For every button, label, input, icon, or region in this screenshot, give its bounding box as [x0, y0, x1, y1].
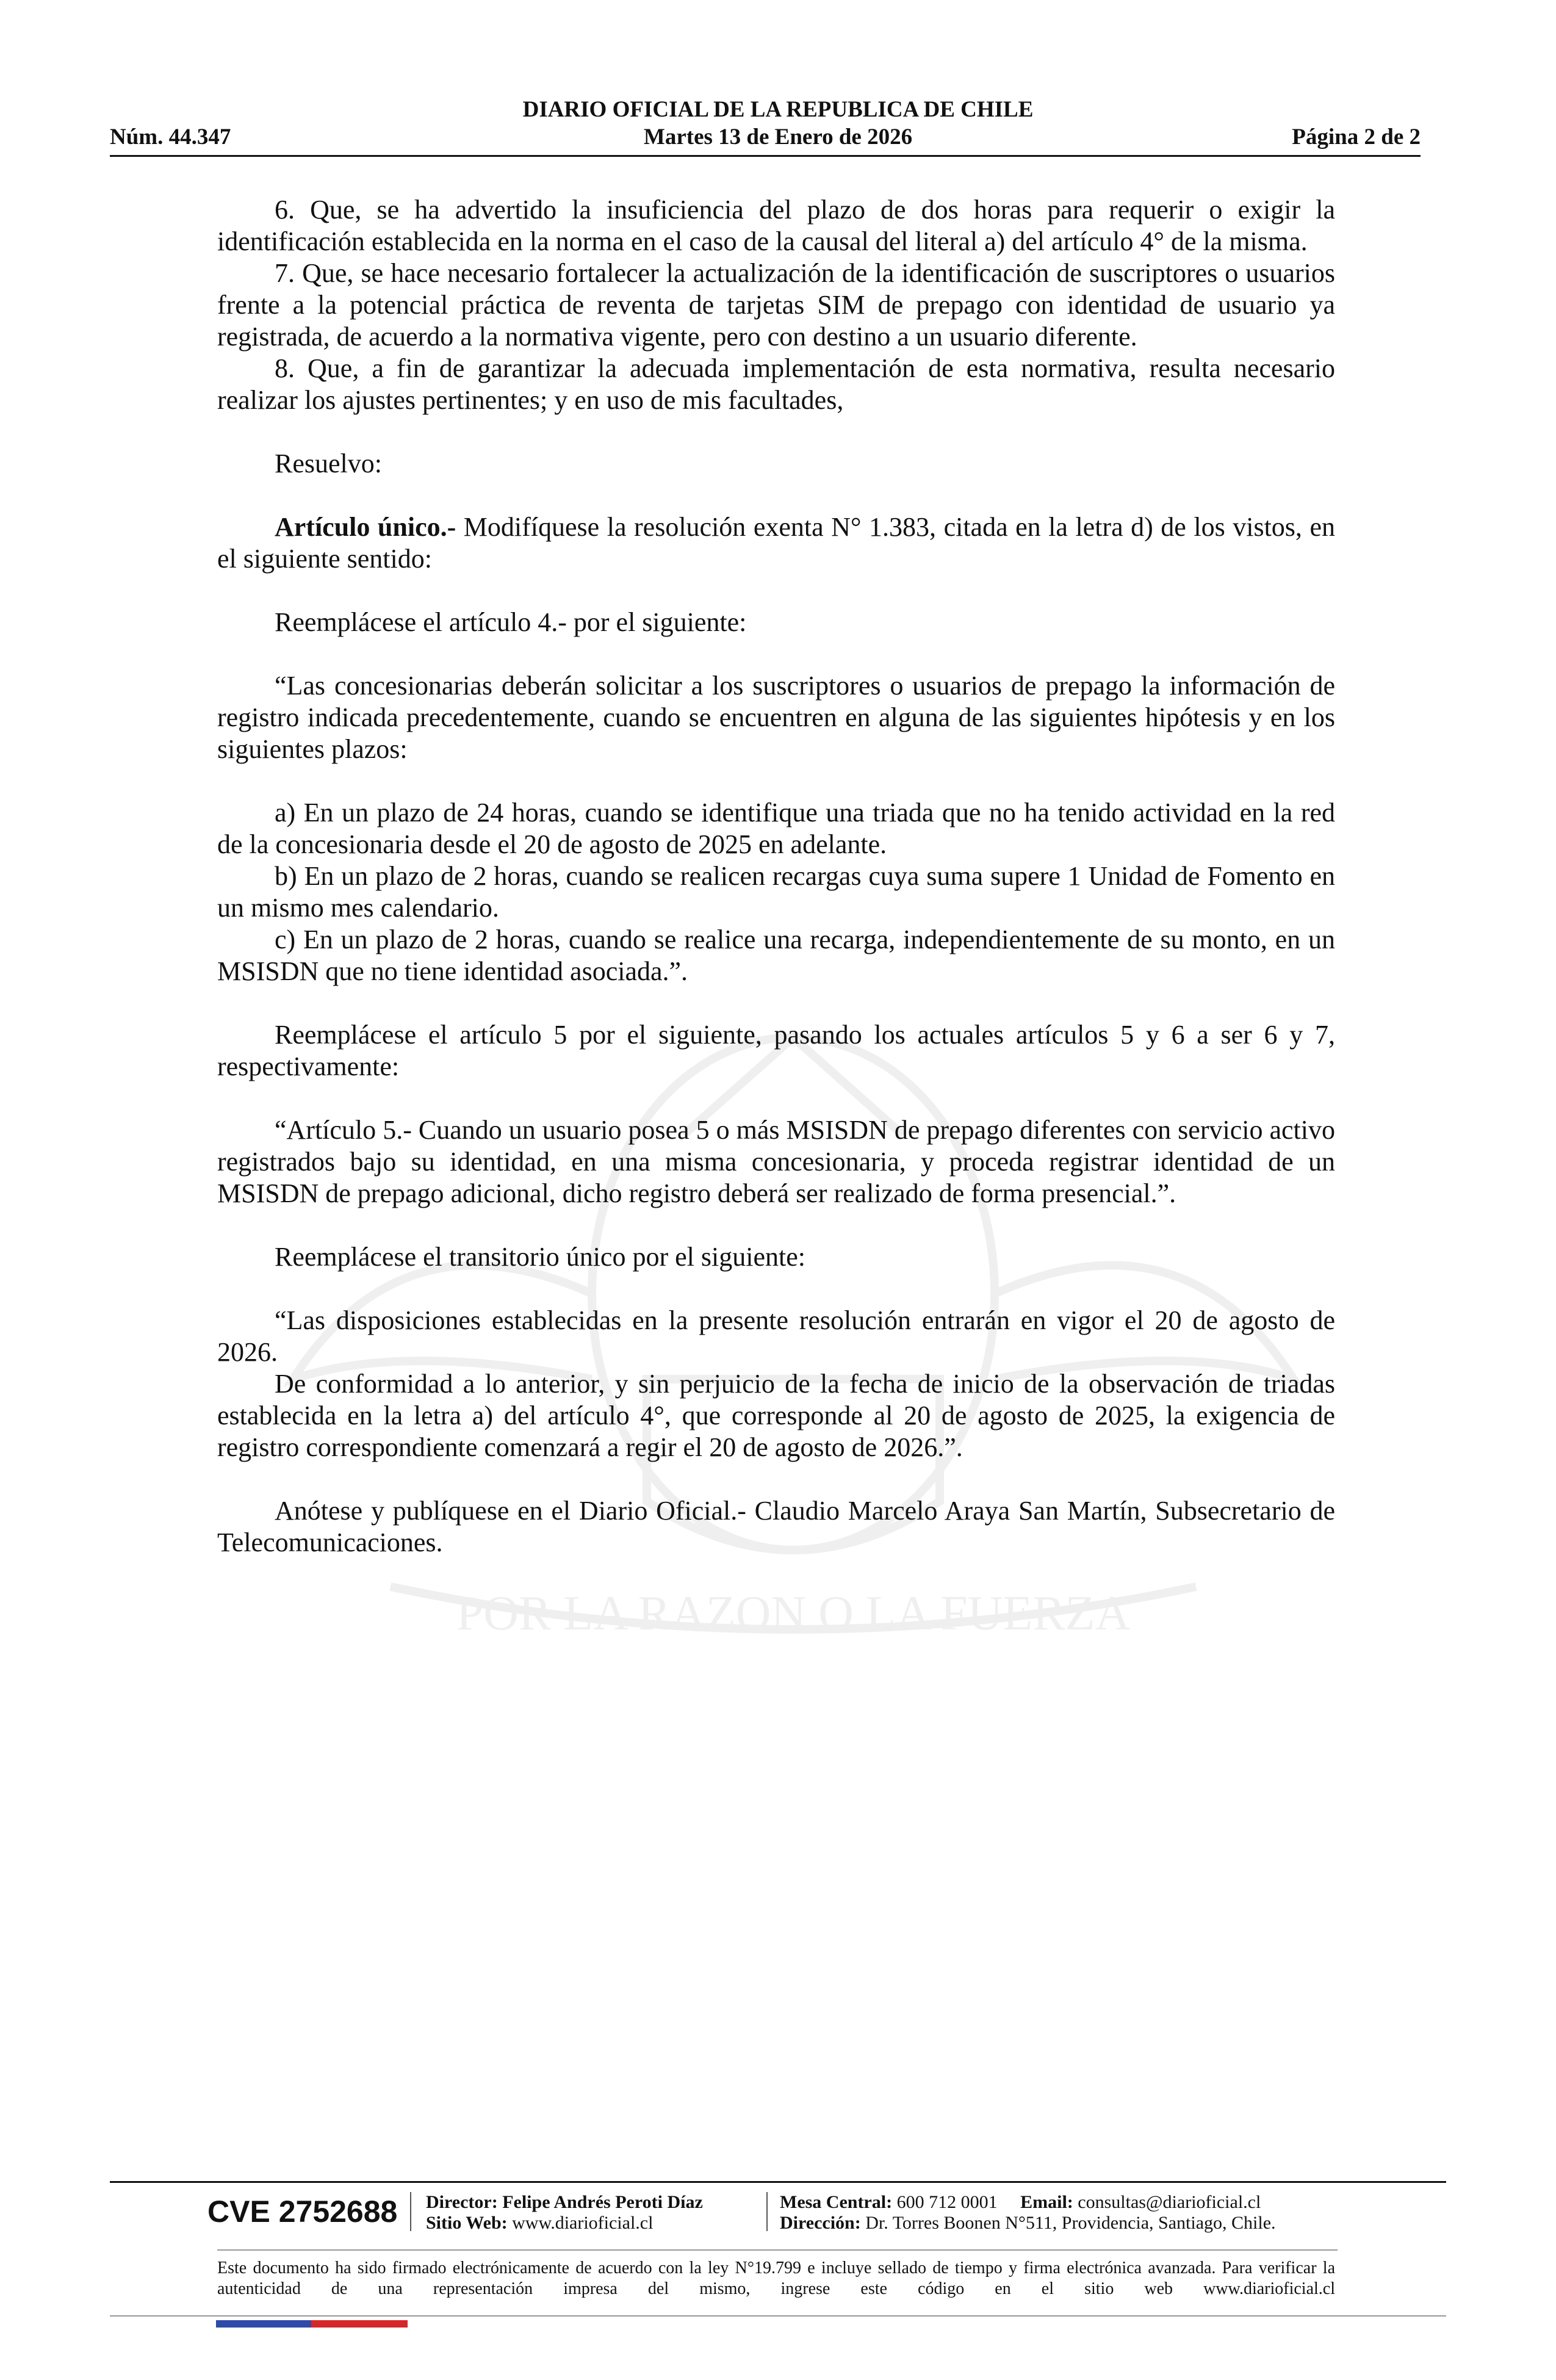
closing-signature: Anótese y publíquese en el Diario Oficial.- Claudio Marcelo Araya San Martín, Subsecretario de Telecomunicaciones. — [217, 1496, 1335, 1557]
reemplacese-articulo-4: Reemplácese el artículo 4.- por el siguiente: — [275, 607, 747, 637]
quote-articulo-4: “Las concesionarias deberán solicitar a los suscriptores o usuarios de prepago la información de registro indicada precedentemente, cuando se encuentren en alguna de las siguientes hipótesis y en los siguientes plazos: — [217, 671, 1335, 764]
item-b: b) En un plazo de 2 horas, cuando se realicen recargas cuya suma supere 1 Unidad de Fomento en un mismo mes calendario. — [217, 861, 1335, 923]
footer-separator — [766, 2192, 768, 2231]
document-body — [217, 194, 1335, 1559]
considerando-8: 8. Que, a fin de garantizar la adecuada implementación de esta normativa, resulta necesario realizar los ajustes pertinentes; y en uso de mis facultades, — [217, 353, 1335, 415]
considerando-7: 7. Que, se hace necesario fortalecer la actualización de la identificación de suscriptores o usuarios frente a la potencial práctica de reventa de tarjetas SIM de prepago con identidad de usuario ya registrada, de acuerdo a la normativa vigente, pero con destino a un usuario diferente. — [217, 258, 1335, 352]
director-name: Felipe Andrés Peroti Díaz — [502, 2192, 703, 2212]
footer-contact-block — [780, 2192, 1276, 2234]
footer-divider-top — [110, 2181, 1446, 2183]
website-link[interactable]: www.diarioficial.cl — [512, 2213, 654, 2233]
footer-legal-notice: Este documento ha sido firmado electrónicamente de acuerdo con la ley N°19.799 e incluye sellado de tiempo y firma electrónica avanzada. Para verificar la autenticidad de una representación impresa del mismo, ingrese este código en el sitio web www.diarioficial.cl — [217, 2259, 1335, 2298]
publication-title: DIARIO OFICIAL DE LA REPUBLICA DE CHILE — [522, 97, 1034, 122]
flag-stripe-red — [311, 2320, 408, 2328]
direccion-label: Dirección: — [780, 2213, 861, 2233]
resuelvo-heading: Resuelvo: — [275, 449, 382, 478]
quote-articulo-5: “Artículo 5.- Cuando un usuario posea 5 o más MSISDN de prepago diferentes con servicio activo registrados bajo su identidad, en una misma concesionaria, y proceda registrar identidad de un MSISDN de prepago adicional, dicho registro deberá ser realizado de forma presencial.”. — [217, 1115, 1335, 1208]
email-link[interactable]: consultas@diarioficial.cl — [1078, 2192, 1261, 2212]
considerando-6: 6. Que, se ha advertido la insuficiencia del plazo de dos horas para requerir o exigir la identificación establecida en la norma en el caso de la causal del literal a) del artículo 4° de la misma. — [217, 195, 1335, 256]
page-indicator: Página 2 de 2 — [1292, 124, 1421, 150]
reemplacese-transitorio: Reemplácese el transitorio único por el siguiente: — [275, 1242, 805, 1272]
direccion-value: Dr. Torres Boonen N°511, Providencia, Santiago, Chile. — [865, 2213, 1276, 2233]
cve-code: CVE 2752688 — [207, 2194, 398, 2229]
item-a: a) En un plazo de 24 horas, cuando se identifique una triada que no ha tenido actividad en la red de la concesionaria desde el 20 de agosto de 2025 en adelante. — [217, 798, 1335, 859]
conformidad-paragraph: De conformidad a lo anterior, y sin perjuicio de la fecha de inicio de la observación de triadas establecida en la letra a) del artículo 4°, que corresponde al 20 de agosto de 2025, la exigencia de registro correspondiente comenzará a regir el 20 de agosto de 2026.”. — [217, 1369, 1335, 1462]
articulo-unico-label: Artículo único.- — [275, 512, 456, 542]
header-divider — [110, 155, 1421, 157]
director-label: Director: — [426, 2192, 498, 2212]
footer-director-block — [426, 2192, 703, 2234]
website-label: Sitio Web: — [426, 2213, 508, 2233]
watermark-motto: POR LA RAZON O LA FUERZA — [456, 1587, 1131, 1640]
mesa-central-phone: 600 712 0001 — [896, 2192, 998, 2212]
reemplacese-articulo-5: Reemplácese el artículo 5 por el siguiente, pasando los actuales artículos 5 y 6 a ser 6 y 7, respectivamente: — [217, 1020, 1335, 1081]
issue-number: Núm. 44.347 — [110, 124, 231, 150]
item-c: c) En un plazo de 2 horas, cuando se realice una recarga, independientemente de su monto, en un MSISDN que no tiene identidad asociada.”. — [217, 925, 1335, 986]
footer-divider-mid — [217, 2249, 1338, 2251]
articulo-unico-text: Modifíquese la resolución exenta N° 1.383, citada en la letra d) de los vistos, en el siguiente sentido: — [217, 512, 1335, 574]
quote-transitorio: “Las disposiciones establecidas en la presente resolución entrarán en vigor el 20 de agosto de 2026. — [217, 1305, 1335, 1367]
footer-separator — [410, 2192, 411, 2231]
footer-divider-bottom — [110, 2315, 1446, 2317]
articulo-unico — [217, 511, 1335, 575]
flag-stripe-blue — [216, 2320, 311, 2328]
issue-date: Martes 13 de Enero de 2026 — [643, 124, 913, 150]
mesa-central-label: Mesa Central: — [780, 2192, 893, 2212]
email-label: Email: — [1020, 2192, 1073, 2212]
